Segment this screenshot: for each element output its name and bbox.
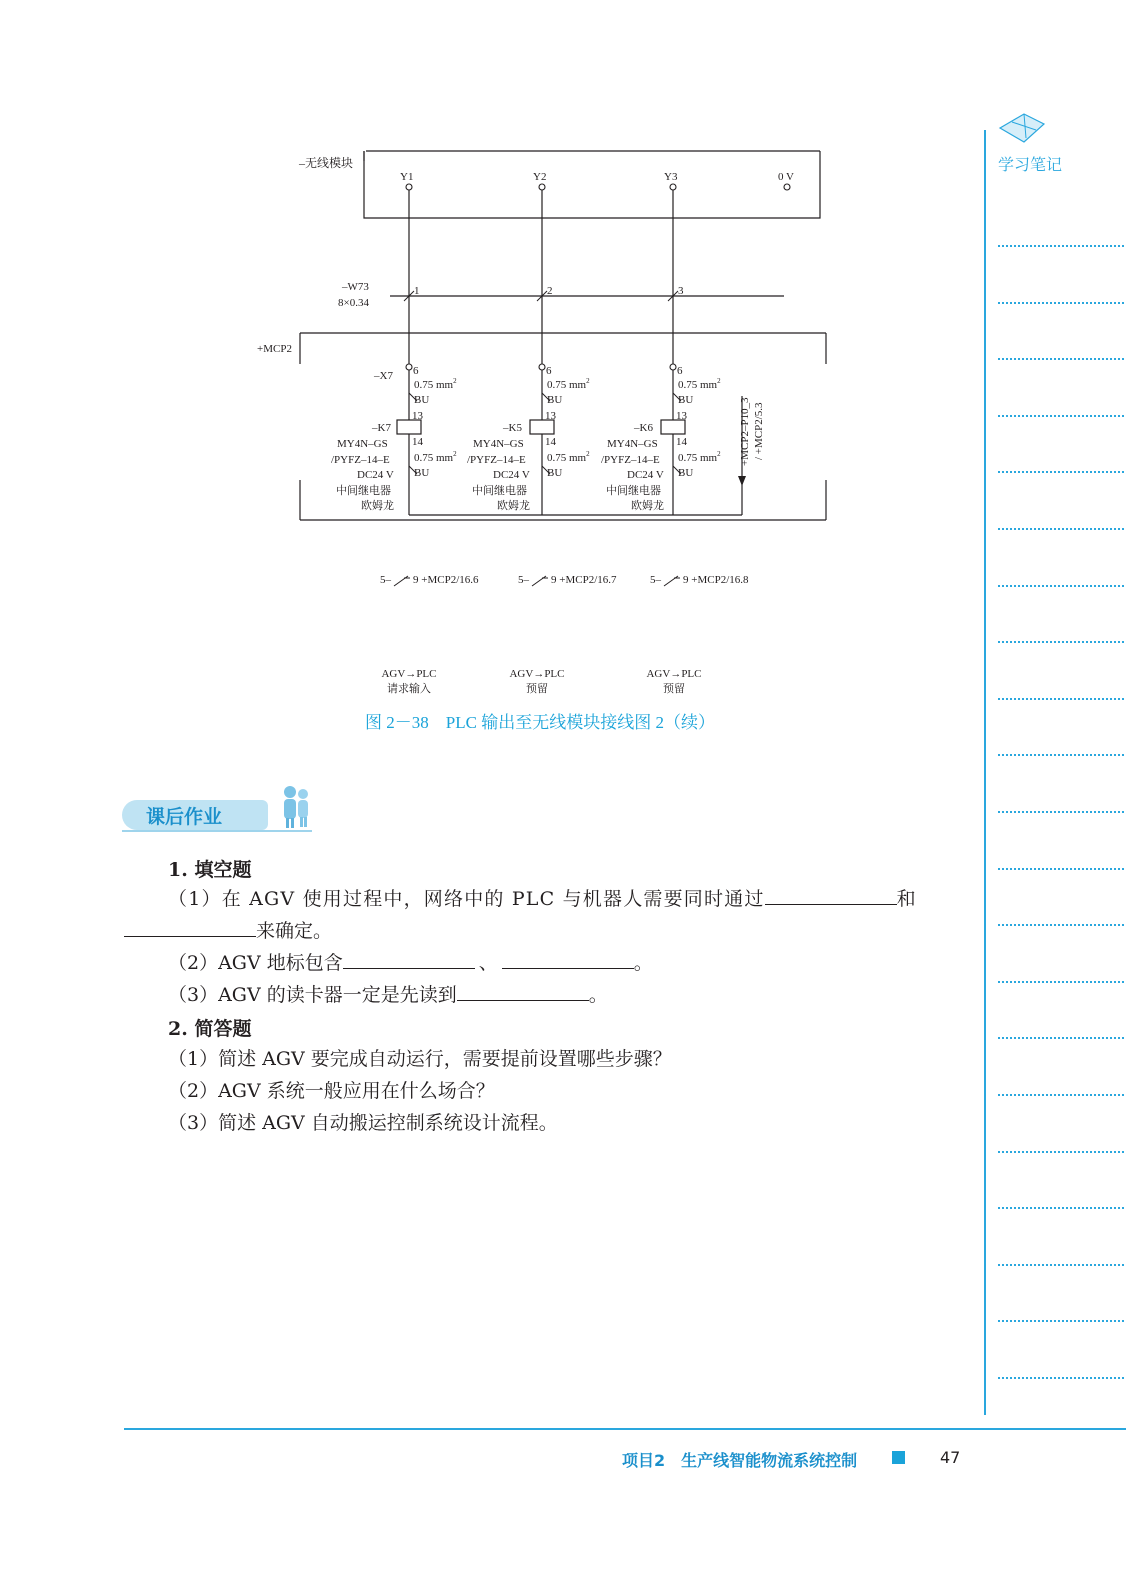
note-line[interactable] xyxy=(998,1320,1124,1322)
wire-spec-k7-top: 0.75 $mm^2$ xyxy=(414,377,457,391)
cable-wire-2: 2 xyxy=(547,285,553,297)
note-line[interactable] xyxy=(998,471,1124,473)
section-short-answer-heading: 2. 简答题 xyxy=(168,1018,252,1040)
terminal-y2: Y2 xyxy=(533,171,547,183)
wire-spec-k5-bottom: 0.75 $mm^2$ xyxy=(547,450,590,464)
question-2 xyxy=(168,948,653,975)
relay-type-k6: 中间继电器 xyxy=(606,485,661,497)
svg-text:5–: 5– xyxy=(518,574,529,586)
section-fill-in-heading: 1. 填空题 xyxy=(168,859,252,881)
wire-color-k5-top: BU xyxy=(547,394,563,406)
relay-brand-k6: 欧姆龙 xyxy=(631,500,664,512)
function-k6-line2: 预留 xyxy=(663,683,685,695)
question-1-text-a: （1）在 AGV 使用过程中，网络中的 PLC 与机器人需要同时通过 xyxy=(168,888,765,910)
relay-model1-k5: MY4N–GS xyxy=(473,438,524,450)
relay-model2-k5: /PYFZ–14–E xyxy=(467,454,526,466)
page-number: 47 xyxy=(940,1448,961,1467)
pin-in-k5: 13 xyxy=(545,410,556,422)
relay-voltage-k5: DC24 V xyxy=(493,469,530,481)
cable-wire-1: 1 xyxy=(414,285,420,297)
cable-wire-3: 3 xyxy=(678,285,684,297)
relay-model2-k7: /PYFZ–14–E xyxy=(331,454,390,466)
pin-out-k5: 14 xyxy=(545,436,556,448)
note-line[interactable] xyxy=(998,1151,1124,1153)
sidebar-divider xyxy=(984,130,986,1415)
short-answer-3: （3）简述 AGV 自动搬运控制系统设计流程。 xyxy=(168,1112,558,1134)
wire-color-k5-bottom: BU xyxy=(547,467,563,479)
pin-in-k7: 13 xyxy=(412,410,423,422)
question-1-line2 xyxy=(124,916,332,943)
cross-reference-1: +MCP2–P10_3 xyxy=(739,397,751,466)
relay-name-k6: –K6 xyxy=(634,422,653,434)
terminal-0v-circle xyxy=(784,184,790,190)
wire-spec-k5-top: 0.75 $mm^2$ xyxy=(547,377,590,391)
notes-logo-icon xyxy=(996,108,1050,148)
relay-brand-k7: 欧姆龙 xyxy=(361,500,394,512)
relay-model1-k6: MY4N–GS xyxy=(607,438,658,450)
svg-text:5–: 5– xyxy=(650,574,661,586)
terminal-y2-circle xyxy=(539,184,545,190)
homework-rule xyxy=(122,830,312,832)
note-line[interactable] xyxy=(998,1094,1124,1096)
relay-type-k7: 中间继电器 xyxy=(336,485,391,497)
wire-color-k7-top: BU xyxy=(414,394,430,406)
module-label: –无线模块 xyxy=(299,156,354,170)
svg-text:9 +MCP2/16.6: 9 +MCP2/16.6 xyxy=(413,574,479,586)
pin-in-k6: 13 xyxy=(676,410,687,422)
question-1-text-c: 来确定。 xyxy=(256,920,333,942)
figure-caption: 图 2－38 PLC 输出至无线模块接线图 2（续） xyxy=(365,713,715,732)
answer-blank[interactable] xyxy=(343,949,475,969)
note-line[interactable] xyxy=(998,754,1124,756)
x7-pin-k6: 6 xyxy=(677,365,683,377)
relay-voltage-k7: DC24 V xyxy=(357,469,394,481)
answer-blank[interactable] xyxy=(765,885,897,905)
pin-out-k6: 14 xyxy=(676,436,687,448)
function-k6-line1: AGV→PLC xyxy=(646,668,702,680)
terminal-0v: 0 V xyxy=(778,171,794,183)
answer-blank[interactable] xyxy=(124,917,256,937)
short-answer-1: （1）简述 AGV 要完成自动运行，需要提前设置哪些步骤？ xyxy=(168,1048,672,1070)
cross-reference-2: / +MCP2/5.3 xyxy=(753,402,765,460)
wire-spec-k6-top: 0.75 $mm^2$ xyxy=(678,377,721,391)
wire-spec-k6-bottom: 0.75 $mm^2$ xyxy=(678,450,721,464)
note-line[interactable] xyxy=(998,528,1124,530)
note-line[interactable] xyxy=(998,585,1124,587)
relay-model2-k6: /PYFZ–14–E xyxy=(601,454,660,466)
answer-blank[interactable] xyxy=(502,949,634,969)
children-figure-icon xyxy=(278,782,314,830)
footer-rule xyxy=(124,1428,1126,1430)
pin-out-k7: 14 xyxy=(412,436,423,448)
note-line[interactable] xyxy=(998,302,1124,304)
function-k5-line1: AGV→PLC xyxy=(509,668,565,680)
question-2-text-c: 。 xyxy=(633,952,653,974)
question-3-text-a: （3）AGV 的读卡器一定是先读到 xyxy=(168,984,457,1006)
footer-square-icon xyxy=(892,1451,905,1464)
relay-name-k7: –K7 xyxy=(372,422,391,434)
terminal-y3-circle xyxy=(670,184,676,190)
x7-pin-k7: 6 xyxy=(413,365,419,377)
footer-chapter-title: 项目2 生产线智能物流系统控制 xyxy=(622,1451,858,1470)
question-3 xyxy=(168,980,608,1007)
question-1-text-b: 和 xyxy=(896,888,916,910)
relay-column-k6 xyxy=(601,364,742,515)
note-line[interactable] xyxy=(998,1377,1124,1379)
contact-k6 xyxy=(650,574,749,586)
note-line[interactable] xyxy=(998,358,1124,360)
note-line[interactable] xyxy=(998,811,1124,813)
cable-name: –W73 xyxy=(342,281,369,293)
question-1-line1 xyxy=(168,884,916,911)
terminal-block-label: –X7 xyxy=(374,370,393,382)
terminal-y1-circle xyxy=(406,184,412,190)
notes-label: 学习笔记 xyxy=(998,155,1063,174)
note-line[interactable] xyxy=(998,1264,1124,1266)
panel-label: +MCP2 xyxy=(257,343,292,355)
relay-type-k5: 中间继电器 xyxy=(472,485,527,497)
terminal-y3: Y3 xyxy=(664,171,678,183)
homework-title: 课后作业 xyxy=(146,806,223,828)
wire-color-k6-bottom: BU xyxy=(678,467,694,479)
note-line[interactable] xyxy=(998,245,1124,247)
function-k7-line2: 请求输入 xyxy=(387,683,431,695)
note-line[interactable] xyxy=(998,415,1124,417)
wire-color-k7-bottom: BU xyxy=(414,467,430,479)
question-2-text-a: （2）AGV 地标包含 xyxy=(168,952,343,974)
question-3-text-b: 。 xyxy=(588,984,608,1006)
short-answer-2: （2）AGV 系统一般应用在什么场合？ xyxy=(168,1080,495,1102)
function-k5-line2: 预留 xyxy=(526,683,548,695)
wire-spec-k7-bottom: 0.75 $mm^2$ xyxy=(414,450,457,464)
note-line[interactable] xyxy=(998,981,1124,983)
function-k7-line1: AGV→PLC xyxy=(381,668,437,680)
x7-pin-k5: 6 xyxy=(546,365,552,377)
answer-blank[interactable] xyxy=(457,981,589,1001)
question-2-text-b: 、 xyxy=(478,952,498,974)
contact-k5 xyxy=(518,574,617,586)
wire-color-k6-top: BU xyxy=(678,394,694,406)
terminal-y1: Y1 xyxy=(400,171,414,183)
note-line[interactable] xyxy=(998,1207,1124,1209)
relay-name-k5: –K5 xyxy=(503,422,522,434)
note-line[interactable] xyxy=(998,698,1124,700)
svg-text:9 +MCP2/16.8: 9 +MCP2/16.8 xyxy=(683,574,749,586)
cable-spec: 8×0.34 xyxy=(338,297,369,309)
note-line[interactable] xyxy=(998,868,1124,870)
note-line[interactable] xyxy=(998,924,1124,926)
svg-text:5–: 5– xyxy=(380,574,391,586)
relay-brand-k5: 欧姆龙 xyxy=(497,500,530,512)
svg-text:9 +MCP2/16.7: 9 +MCP2/16.7 xyxy=(551,574,617,586)
wireless-module-box xyxy=(364,151,820,218)
signal-wires xyxy=(409,190,673,364)
relay-voltage-k6: DC24 V xyxy=(627,469,664,481)
note-line[interactable] xyxy=(998,641,1124,643)
note-line[interactable] xyxy=(998,1037,1124,1039)
relay-model1-k7: MY4N–GS xyxy=(337,438,388,450)
contact-k7 xyxy=(380,574,479,586)
wiring-diagram xyxy=(0,0,1127,740)
